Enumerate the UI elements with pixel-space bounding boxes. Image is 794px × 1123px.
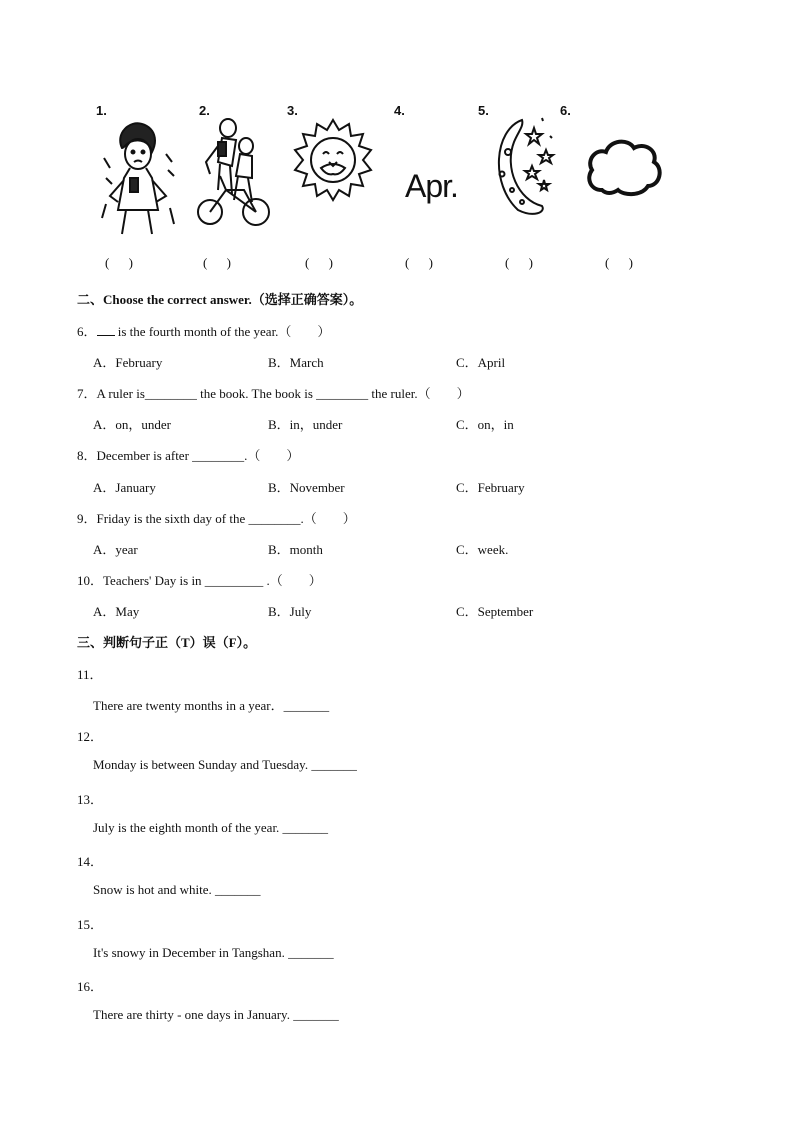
option-c[interactable]: C．week. [456, 542, 509, 557]
question-8 [77, 445, 299, 464]
option-b[interactable]: B．month [268, 542, 323, 557]
item-number-15: 15． [77, 917, 104, 932]
sick-girl-icon [100, 118, 180, 236]
answer-paren-3[interactable]: ( ) [305, 255, 341, 270]
question-number: 6． [77, 324, 97, 339]
option-c[interactable]: C．on，in [456, 417, 514, 432]
option-b[interactable]: B．March [268, 355, 324, 370]
picture-number-2: 2. [199, 103, 210, 118]
question-text: Friday is the sixth day of the ________.（ ） [96, 511, 356, 526]
question-7 [77, 383, 470, 402]
answer-paren-5[interactable]: ( ) [505, 255, 541, 270]
statement-15[interactable]: It's snowy in December in Tangshan. _______ [93, 945, 334, 960]
statement-14[interactable]: Snow is hot and white. _______ [93, 882, 261, 897]
question-number: 8． [77, 448, 97, 463]
item-number-13: 13． [77, 792, 104, 807]
picture-number-5: 5. [478, 103, 489, 118]
option-a[interactable]: A．February [93, 355, 163, 370]
option-a[interactable]: A．January [93, 480, 156, 495]
bicycle-riders-icon [196, 116, 272, 234]
item-number-16: 16． [77, 979, 104, 994]
picture-number-1: 1. [96, 103, 107, 118]
apr-text: Apr. [405, 168, 458, 204]
option-c[interactable]: C．February [456, 480, 525, 495]
answer-paren-1[interactable]: ( ) [105, 255, 141, 270]
answer-paren-4[interactable]: ( ) [405, 255, 441, 270]
answer-paren-2[interactable]: ( ) [203, 255, 239, 270]
statement-16[interactable]: There are thirty - one days in January. _______ [93, 1007, 339, 1022]
item-number-11: 11． [77, 667, 103, 682]
item-number-12: 12． [77, 729, 104, 744]
answer-blank[interactable] [97, 325, 115, 336]
question-number: 7． [77, 386, 97, 401]
option-c[interactable]: C．April [456, 355, 506, 370]
cloud-icon [584, 134, 664, 198]
statement-11[interactable]: There are twenty months in a year．_______ [93, 698, 330, 713]
answer-paren-6[interactable]: ( ) [605, 255, 641, 270]
question-10 [77, 570, 322, 589]
question-9 [77, 508, 356, 527]
moon-stars-icon [488, 114, 560, 216]
section-2-title: 二、Choose the correct answer.（选择正确答案）。 [77, 292, 363, 307]
section-3-title: 三、判断句子正（T）误（F）。 [77, 635, 257, 650]
question-number: 10． [77, 573, 104, 588]
item-number-14: 14． [77, 854, 104, 869]
sun-icon [293, 118, 373, 202]
picture-number-6: 6. [560, 103, 571, 118]
option-a[interactable]: A．year [93, 542, 138, 557]
question-6 [77, 321, 330, 340]
question-text: December is after ________.（ ） [96, 448, 300, 463]
option-b[interactable]: B．November [268, 480, 345, 495]
option-b[interactable]: B．in，under [268, 417, 343, 432]
question-text: Teachers' Day is in _________ .（ ） [103, 573, 322, 588]
statement-13[interactable]: July is the eighth month of the year. _______ [93, 820, 329, 835]
picture-number-3: 3. [287, 103, 298, 118]
question-number: 9． [77, 511, 97, 526]
statement-12[interactable]: Monday is between Sunday and Tuesday. _______ [93, 757, 357, 772]
question-text: is the fourth month of the year.（ ） [114, 324, 331, 339]
picture-number-4: 4. [394, 103, 405, 118]
option-a[interactable]: A．May [93, 604, 140, 619]
option-a[interactable]: A．on，under [93, 417, 171, 432]
option-b[interactable]: B．July [268, 604, 312, 619]
question-text: A ruler is________ the book. The book is ________ the ruler.（ ） [96, 386, 470, 401]
option-c[interactable]: C．September [456, 604, 534, 619]
